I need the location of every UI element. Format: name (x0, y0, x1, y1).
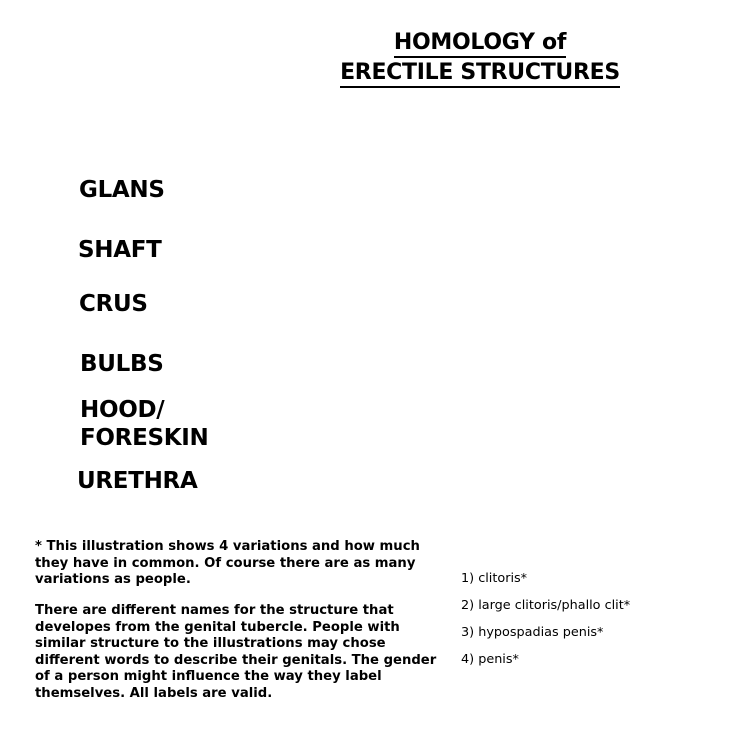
title-line-1: HOMOLOGY of (394, 30, 566, 58)
variant-item-large-clitoris: 2) large clitoris/phallo clit* (461, 598, 631, 613)
variant-item-penis: 4) penis* (461, 652, 519, 667)
variant-item-clitoris: 1) clitoris* (461, 571, 528, 586)
title-line-2: ERECTILE STRUCTURES (340, 60, 620, 88)
label-urethra: URETHRA (77, 468, 198, 494)
label-shaft: SHAFT (78, 237, 162, 263)
note-variations: * This illustration shows 4 variations and how much they have in common. Of course there are as many variations as people. (35, 539, 420, 587)
label-hood-foreskin (80, 396, 208, 452)
label-glans: GLANS (79, 177, 165, 203)
label-bulbs: BULBS (80, 351, 164, 377)
note-names: There are different names for the structure that developes from the genital tubercle. People with similar structure to the illustrations may chose different words to describe their genitals. The gender of a person might influence the way they label themselves. All labels are valid. (35, 603, 437, 701)
label-crus: CRUS (79, 291, 148, 317)
diagram-title (330, 28, 630, 88)
label-hood-line-1: HOOD/ (80, 397, 165, 423)
label-hood-line-2: FORESKIN (80, 425, 209, 451)
variant-item-hypospadias-penis: 3) hypospadias penis* (461, 625, 604, 640)
variant-list (461, 570, 630, 678)
